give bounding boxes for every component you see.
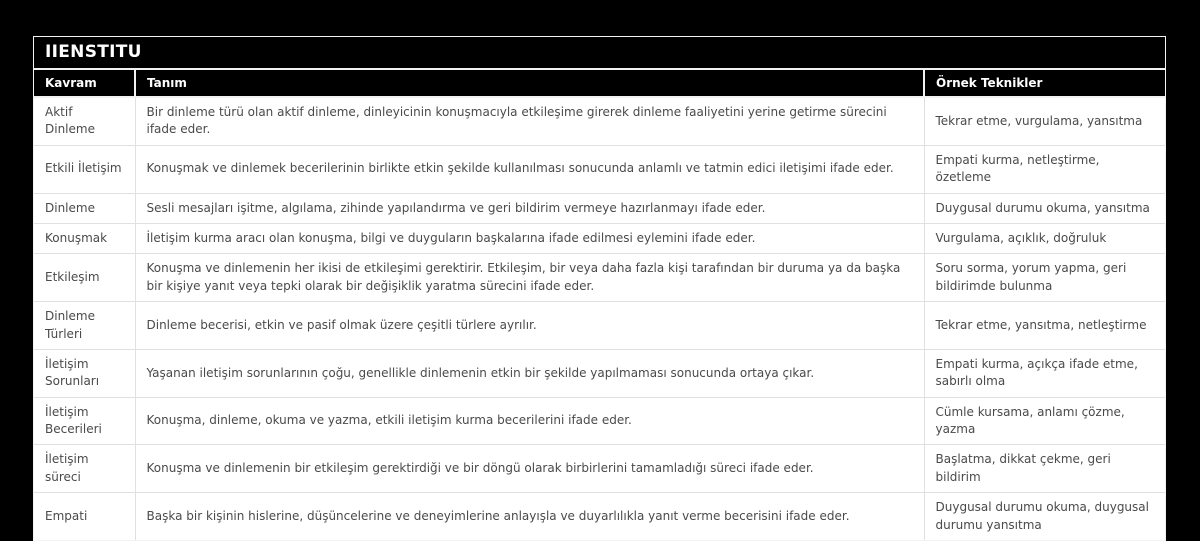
table-row — [34, 349, 1165, 397]
table-row — [34, 445, 1165, 493]
header-row — [34, 70, 1165, 97]
definition-cell: Sesli mesajları işitme, algılama, zihinde yapılandırma ve geri bildirim vermeye hazırlanmayı ifade eder. — [135, 193, 924, 223]
techniques-cell: Soru sorma, yorum yapma, geri bildirimde bulunma — [924, 254, 1165, 302]
definition-cell: Konuşma ve dinlemenin her ikisi de etkileşimi gerektirir. Etkileşim, bir veya daha fazla kişi tarafından bir duruma ya da başka bir kişiye yanıt veya tepki olarak bir değişiklik yaratma sürecini ifade eder. — [135, 254, 924, 302]
techniques-cell: Tekrar etme, vurgulama, yansıtma — [924, 97, 1165, 145]
concept-cell: İletişim Becerileri — [34, 397, 135, 445]
techniques-cell: Duygusal durumu okuma, yansıtma — [924, 193, 1165, 223]
brand-title: IIENSTITU — [45, 42, 142, 62]
concept-cell: Empati — [34, 493, 135, 540]
brand-header — [34, 37, 1165, 70]
techniques-cell: Duygusal durumu okuma, duygusal durumu yansıtma — [924, 493, 1165, 540]
table-row — [34, 397, 1165, 445]
techniques-cell: Vurgulama, açıklık, doğruluk — [924, 223, 1165, 253]
table-row — [34, 254, 1165, 302]
techniques-cell: Cümle kursama, anlamı çözme, yazma — [924, 397, 1165, 445]
concept-cell: Aktif Dinleme — [34, 97, 135, 145]
definition-cell: Dinleme becerisi, etkin ve pasif olmak üzere çeşitli türlere ayrılır. — [135, 302, 924, 350]
column-header-definition: Tanım — [135, 70, 924, 97]
definition-cell: Bir dinleme türü olan aktif dinleme, dinleyicinin konuşmacıyla etkileşime girerek dinleme faaliyetini yerine getirme sürecini ifade eder. — [135, 97, 924, 145]
column-header-concept: Kavram — [34, 70, 135, 97]
techniques-cell: Başlatma, dikkat çekme, geri bildirim — [924, 445, 1165, 493]
concepts-table — [34, 70, 1165, 540]
concept-cell: İletişim Sorunları — [34, 349, 135, 397]
techniques-cell: Empati kurma, açıkça ifade etme, sabırlı olma — [924, 349, 1165, 397]
concept-cell: Konuşmak — [34, 223, 135, 253]
techniques-cell: Tekrar etme, yansıtma, netleştirme — [924, 302, 1165, 350]
concept-cell: Dinleme — [34, 193, 135, 223]
techniques-cell: Empati kurma, netleştirme, özetleme — [924, 145, 1165, 193]
table-header — [34, 70, 1165, 97]
table-body — [34, 97, 1165, 540]
table-row — [34, 223, 1165, 253]
column-header-techniques: Örnek Teknikler — [924, 70, 1165, 97]
concept-cell: Etkileşim — [34, 254, 135, 302]
table-row — [34, 193, 1165, 223]
table-row — [34, 97, 1165, 145]
table-row — [34, 302, 1165, 350]
definition-cell: Başka bir kişinin hislerine, düşüncelerine ve deneyimlerine anlayışla ve duyarlılıkla yanıt verme becerisini ifade eder. — [135, 493, 924, 540]
content-card — [33, 36, 1166, 541]
concept-cell: Etkili İletişim — [34, 145, 135, 193]
definition-cell: Konuşmak ve dinlemek becerilerinin birlikte etkin şekilde kullanılması sonucunda anlamlı ve tatmin edici iletişimi ifade eder. — [135, 145, 924, 193]
definition-cell: Konuşma ve dinlemenin bir etkileşim gerektirdiği ve bir döngü olarak birbirlerini tamamladığı süreci ifade eder. — [135, 445, 924, 493]
definition-cell: Yaşanan iletişim sorunlarının çoğu, genellikle dinlemenin etkin bir şekilde yapılmaması sonucunda ortaya çıkar. — [135, 349, 924, 397]
concept-cell: Dinleme Türleri — [34, 302, 135, 350]
definition-cell: İletişim kurma aracı olan konuşma, bilgi ve duyguların başkalarına ifade edilmesi eylemini ifade eder. — [135, 223, 924, 253]
table-row — [34, 493, 1165, 540]
definition-cell: Konuşma, dinleme, okuma ve yazma, etkili iletişim kurma becerilerini ifade eder. — [135, 397, 924, 445]
table-row — [34, 145, 1165, 193]
concept-cell: İletişim süreci — [34, 445, 135, 493]
